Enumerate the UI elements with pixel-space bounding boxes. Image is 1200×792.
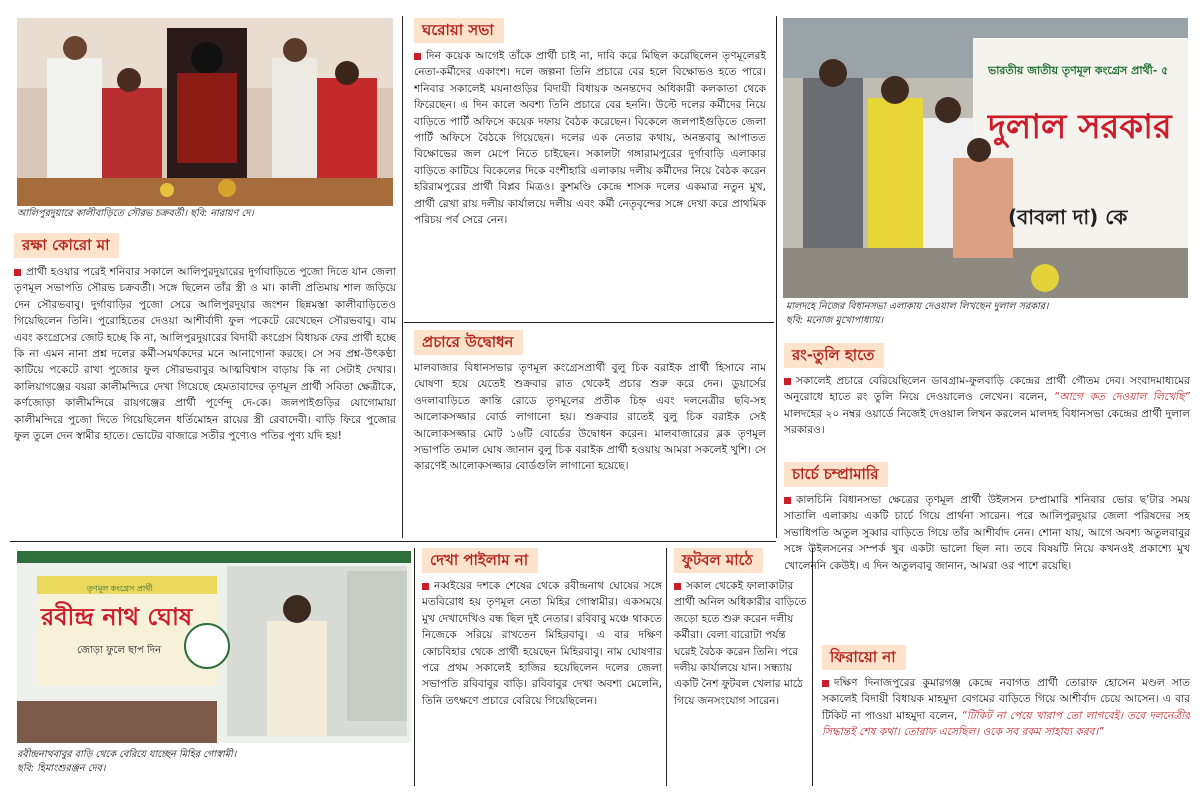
story-football bbox=[674, 548, 808, 788]
story-body-pre: দক্ষিণ দিনাজপুরের কুমারগঞ্জ কেন্দ্রে নবাগত প্রার্থী তোরাফ হোসেন মণ্ডল সাত সকালেই বিদায়ী বিধায়ক মাহমুদা বেগমের বাড়িতে গিয়ে আশীর্বাদ চেয়ে আসেন। এ বার টিকিট না পাওয়া মাহমুদা বলেন, bbox=[822, 677, 1190, 722]
kali-temple-scene bbox=[17, 18, 393, 206]
story-heading: রং-তুলি হাতে bbox=[784, 343, 884, 368]
story-phirayo bbox=[822, 645, 1190, 790]
story-body-wrap bbox=[422, 578, 662, 709]
story-heading: দেখা পাইলাম না bbox=[422, 548, 538, 573]
story-heading: ফিরায়ো না bbox=[822, 645, 906, 670]
col-divider-right bbox=[776, 16, 777, 538]
bullet-square-icon bbox=[414, 53, 421, 60]
banner-slogan: জোড়া ফুলে ছাপ দিন bbox=[77, 645, 162, 656]
bullet-square-icon bbox=[14, 269, 21, 276]
story-dekha bbox=[422, 548, 662, 788]
wall-text-nickname: (বাবলা দা) কে bbox=[1008, 205, 1128, 229]
story-charche bbox=[784, 462, 1190, 637]
banner-candidate-name: রবীন্দ্র নাথ ঘোষ bbox=[41, 603, 193, 631]
bullet-square-icon bbox=[422, 583, 429, 590]
bullet-square-icon bbox=[822, 680, 829, 687]
bullet-square-icon bbox=[784, 378, 791, 385]
story-body-wrap bbox=[414, 48, 766, 228]
bottom-divider-2 bbox=[666, 548, 667, 786]
story-body: দিন কয়েক আগেই তাঁকে প্রার্থী চাই না, দাবি করে মিছিল করেছিলেন তৃণমূলেরই নেতা-কর্মীদের একাংশ। দলে জল্পনা তিনি প্রচারে বের হলে বিক্ষোভও হতে পারে। শনিবার সকালেই ময়নাগুড়ির বিদায়ী বিধায়ক অনন্তদেব অধিকারী কলকাতা থেকে ফিরেছেন। এ দিন কালে অবশ্য তিনি প্রচারে বের হননি। উল্টে দলের কর্মীদের নিয়ে বাড়িতে পার্টি অফিসে কয়েক দফায় বৈঠক করেছেন। বিকেলে জলপাইগুড়িতে জেলা পার্টি অফিসে বৈঠকে গিয়েছেন। দলের এক নেতার কথায়, অনন্তবাবু আপাতত বিক্ষোভের জল মেপে নিতে চাইছেন। সকালটা গঙ্গারামপুরের দুর্গাবাড়ি এলাকার বাড়িতে কাটিয়ে বিকেলের দিকে বংশীহারি এলাকায় দলীয় কর্মীদের নিয়ে বৈঠক করেন হরিরামপুরের প্রার্থী বিপ্লব মিত্রও। কুশমণ্ডি কেন্দ্রে শাসক দলের একমাত্র নতুন মুখ, প্রার্থী রেখা রায় দলীয় কার্যালয়ে দলীয় এবং কর্মী নেতৃবৃন্দের সঙ্গে দেখা করে প্রাথমিক পরিচয় পর্ব সেরে নেন। bbox=[414, 50, 766, 227]
story-prochare bbox=[414, 330, 766, 536]
wall-photo-caption bbox=[786, 300, 1190, 328]
wall-caption-line2: ছবি: মনোজ মুখোপাধ্যায়। bbox=[786, 315, 884, 326]
wall-caption-line1: মালদহে নিজের বিধানসভা এলাকায় দেওয়াল লিখছেন দুলাল সরকার। bbox=[786, 301, 1049, 312]
kali-photo-caption: আলিপুরদুয়ারে কালীবাড়িতে সৌরভ চক্রবর্তী। ছবি: নারায়ণ দে। bbox=[17, 208, 254, 219]
story-heading: ফুটবল মাঠে bbox=[674, 548, 763, 573]
story-body-wrap bbox=[674, 578, 808, 709]
wall-writing-photo bbox=[783, 18, 1188, 298]
story-heading: ঘরোয়া সভা bbox=[414, 18, 504, 43]
story-body-wrap bbox=[822, 675, 1190, 741]
story-body: নব্বইয়ের দশকে শেষের থেকে রবীন্দ্রনাথ ঘোষের সঙ্গে মতবিরোধ হয় তৃণমূল নেতা মিহির গোস্বামীর। একসময়ে মুখ দেখাদেখিও বন্ধ ছিল দুই নেতার। রবিবাবু মঞ্চে থাকতে নিজেকে সরিয়ে রাখতেন মিহিরবাবু। এ বার দক্ষিণ কোচবিহার থেকে প্রার্থী হয়েছেন মিহিরবাবু। নাম ঘোষণার পরে প্রথম সকালেই হাজির হয়েছিলেন দলের জেলা সভাপতি রবিবাবুর বাড়ি। রবিবাবুর দেখা অবশ্য মেলেনি, তিনি তৎক্ষণে প্রচারে বেরিয়ে গিয়েছিলেন। bbox=[422, 580, 662, 707]
story-raksha bbox=[14, 233, 396, 538]
wall-text-top: ভারতীয় জাতীয় তৃণমূল কংগ্রেস প্রার্থী- ৫ bbox=[988, 64, 1169, 77]
story-body-post: মালদহের ২০ নম্বর ওয়ার্ডে নিজেই দেওয়াল লিখন করলেন মালদহ বিধানসভা কেন্দ্রের প্রার্থী দুলাল সরকারও। bbox=[784, 407, 1190, 437]
house-visit-photo bbox=[17, 551, 411, 743]
story-body-wrap bbox=[784, 492, 1190, 574]
story-body-wrap bbox=[14, 264, 396, 444]
story-quote: “টিকিট না পেয়ে খারাপ তো লাগবেই। তবে দলনেত্রীর সিদ্ধান্তই শেষ কথা। তোরাফ এসেছিল। ওকে সব রকম সাহায্য করব।” bbox=[822, 709, 1190, 739]
story-body-pre: সকালেই প্রচারে বেরিয়েছিলেন ডাবগ্রাম-ফুলবাড়ি কেন্দ্রের প্রার্থী গৌতম দেব। সংবাদমাধ্যমের অনুরোধে হাতে রং তুলি নিয়ে দেওয়ালেও লেখেন। বলেন, bbox=[784, 375, 1190, 404]
house-caption-line1: রবীন্দ্রনাথবাবুর বাড়ি থেকে বেরিয়ে যাচ্ছেন মিহির গোস্বামী। bbox=[17, 749, 237, 760]
story-body: মালবাজার বিধানসভার তৃণমূল কংগ্রেসপ্রার্থী বুলু চিক বরাইক প্রার্থী হিসাবে নাম ঘোষণা হয়ে যেতেই শুক্রবার রাত থেকেই প্রচার শুরু করে দেন। ডুয়ার্সের ওদলাবাড়িতে ক্রান্তি রোডে তৃণমূলের প্রতীক চিহ্ন এবং দলনেত্রীর ছবি-সহ আলোকসজ্জার বোর্ড লাগানো হয়। শুক্রবার রাতেই বুলু চিক বরাইক সেই আলোকসজ্জার মোট ১৬টি বোর্ডের উদ্বোধন করেন। মালবাজারের ব্লক তৃণমূল সভাপতি তমাল ঘোষ জানান বুলু চিক বরাইক প্রার্থী হওয়ায় আমরা সকলেই খুশি। সে কারণেই আলোকসজ্জার বোর্ডগুলি লাগানো হয়েছে। bbox=[414, 362, 766, 473]
story-body: কালচিনি বিধানসভা ক্ষেত্রের তৃণমূল প্রার্থী উইলসন চম্প্রামারি শনিবার ভোর ছ’টার সময় সাতালি এলাকায় একটি চার্চে গিয়ে প্রার্থনা সারেন। পরে আলিপুরদুয়ার জেলা পরিষদের সহ সভাধিপতি অতুল সুব্বার বাড়িতে গিয়ে তাঁর আশীর্বাদ নেন। শোনা যায়, আগে অবশ্য অতুলবাবুর সঙ্গে উইলসনের সম্পর্ক খুব একটা ভালো ছিল না। তবে বিষয়টি নিয়ে কখনওই প্রকাশ্যে মুখ খোলেননি কেউই। এ দিন অতুলবাবু জানান, আমরা ওর পাশে রয়েছি। bbox=[784, 494, 1190, 572]
bottom-left-divider bbox=[10, 541, 776, 542]
story-body-wrap bbox=[784, 373, 1190, 439]
story-body: সকাল থেকেই ফালাকাটার প্রার্থী অনিল অধিকারীর বাড়িতে জড়ো হতে শুরু করেন দলীয় কর্মীরা। বেলা বারোটা পর্যন্ত ঘরেই বৈঠক করেন তিনি। পরে দলীয় কার্যালয়ে যান। সন্ধ্যায় একটি নৈশ ফুটবল খেলার মাঠে গিয়ে জনসংযোগ সারেন। bbox=[674, 580, 807, 707]
story-body: প্রার্থী হওয়ার পরেই শনিবার সকালে আলিপুরদুয়ারের দুর্গাবাড়িতে পুজো দিতে যান জেলা তৃণমূল সভাপতি সৌরভ চক্রবর্তী। সঙ্গে ছিলেন তাঁর স্ত্রী ও মা। কালী প্রতিমায় শাল জড়িয়ে দেন সৌরভবাবু। দুর্গাবাড়ির পুজো সেরে আলিপুরদুয়ার জংশন ছিন্নমস্তা কালীবাড়িতেও গিয়েছিলেন তিনি। পুরোহিতের দেওয়া আশীর্বাদী ফুল পকেটে রেখেছেন সৌরভবাবু। বাম এবং কংগ্রেসের জোট হচ্ছে কি না, আলিপুরদুয়ারের বিদায়ী কংগ্রেস বিধায়ক ফের প্রার্থী হচ্ছে কি না এমন নানা প্রশ্ন দলের কর্মী-সমর্থকদের মনে আনাগোনা করছে। সে সব প্রশ্ন-উৎকণ্ঠা কাটিয়ে পকেটে রাখা পুজোর ফুল সৌরভবাবুর আত্মবিশ্বাস বাড়ায় কি না সেটাই দেখার। কালিয়াগঞ্জের বয়রা কালীমন্দিরে দেখা গিয়েছে হেমতাবাদের তৃণমূল প্রার্থী সবিতা ক্ষেত্রীকে, কর্ণজোড়া কালীমন্দিরে রায়গঞ্জের প্রার্থী পূর্ণেন্দু দে-কে। জলপাইগুড়ির যোগোমায়া কালীমন্দিরে পুজো দিতে গিয়েছিলেন ধর্তিমোহন রায়ের স্ত্রী রেবাদেবী। বাড়ি ফিরে পুজোর ফুল তুলে দেন স্বামীর হাতে। ভোটের বাজারে সতীর পুণ্যেও পতির পুণ্য যদি হয়! bbox=[14, 266, 396, 443]
kali-temple-photo bbox=[17, 18, 393, 206]
wall-writing-scene bbox=[783, 18, 1188, 298]
story-quote: “আগে কত দেওয়াল লিখেছি” bbox=[1053, 391, 1190, 404]
story-rang-tuli bbox=[784, 343, 1190, 455]
story-gharoya bbox=[414, 18, 766, 320]
story-heading: চার্চে চম্প্রামারি bbox=[784, 462, 888, 487]
banner-party-line: তৃণমূল কংগ্রেস প্রার্থী bbox=[87, 584, 153, 593]
bottom-divider-1 bbox=[414, 548, 415, 786]
col-divider-left bbox=[402, 16, 403, 538]
wall-text-name: দুলাল সরকার bbox=[988, 107, 1172, 147]
bullet-square-icon bbox=[674, 583, 681, 590]
house-photo-caption bbox=[17, 748, 411, 776]
bullet-square-icon bbox=[784, 497, 791, 504]
story-heading: রক্ষা কোরো মা bbox=[14, 233, 119, 258]
house-caption-line2: ছবি: হিমাংশুরঞ্জন দেব। bbox=[17, 763, 106, 774]
story-heading: প্রচারে উদ্বোধন bbox=[414, 330, 523, 355]
mid-divider bbox=[404, 322, 774, 323]
